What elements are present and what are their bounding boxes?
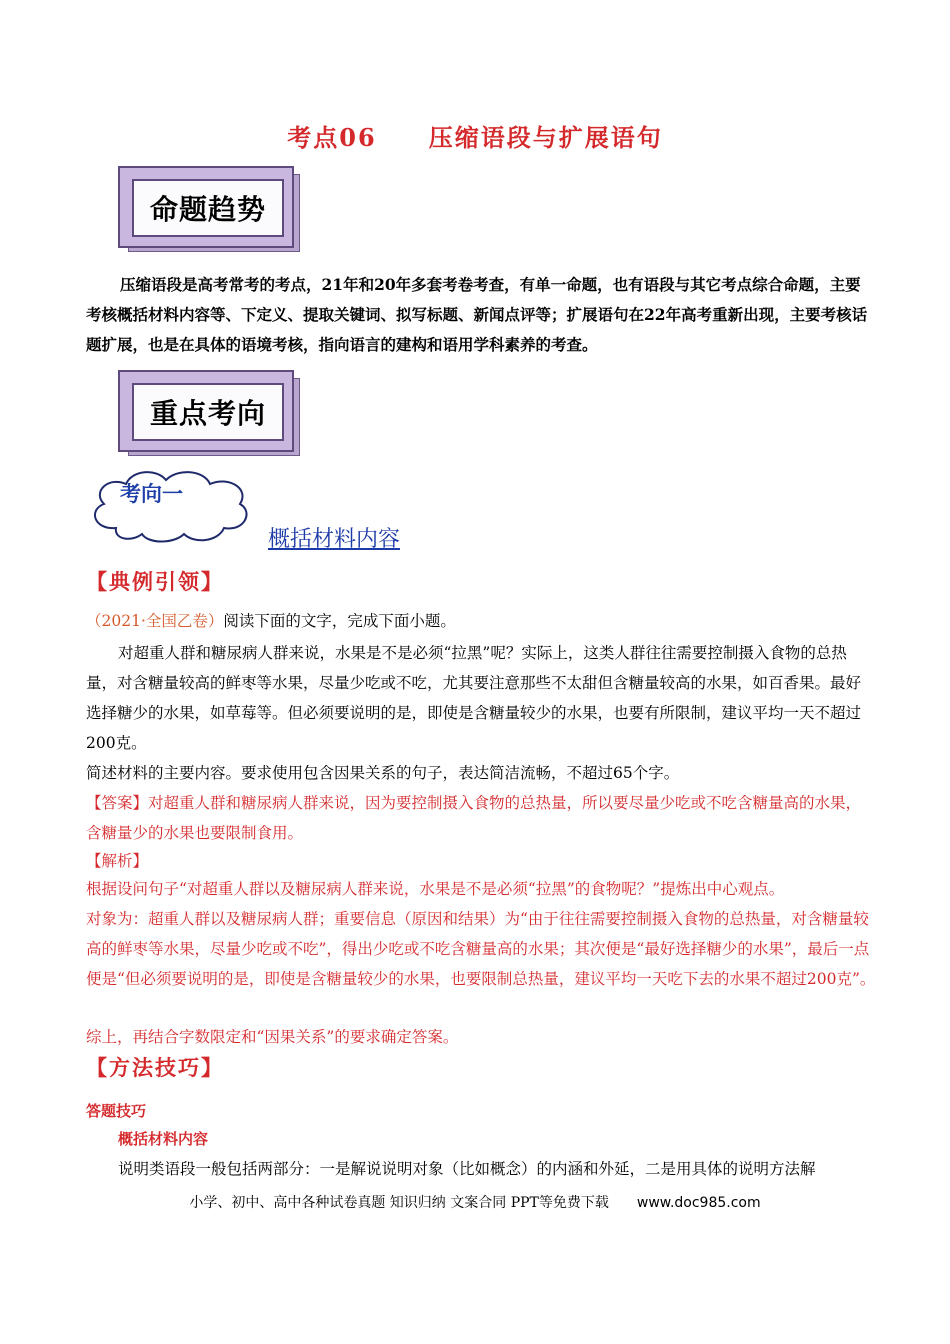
intro-paragraph: 压缩语段是高考常考的考点，21年和20年多套考卷考查，有单一命题，也有语段与其它考点综合命题，主要考核概括材料内容等、下定义、提取关键词、拟写标题、新闻点评等；扩展语句在22年高考重新出现，主要考核话题扩展，也是在具体的语境考核，指向语言的建构和语用学科素养的考查。 [86, 275, 868, 354]
banner-focus-label: 重点考向 [132, 383, 284, 441]
example-heading: 【典例引领】 [86, 569, 224, 594]
page-title [0, 118, 950, 153]
banner-trend [118, 166, 300, 252]
footer-url[interactable]: www.doc985.com [636, 1195, 761, 1211]
example-intro-line [86, 606, 876, 636]
cloud-label: 考向一 [120, 482, 183, 506]
example-instruction: 阅读下面的文字，完成下面小题。 [223, 612, 456, 630]
banner-focus [118, 370, 300, 456]
analysis-line-2: 对象为：超重人群以及糖尿病人群；重要信息（原因和结果）为“由于往往需要控制摄入食物的总热量，对含糖量较高的鲜枣等水果，尽量少吃或不吃”，得出少吃或不吃含糖量高的水果；其次便是“最好选择糖少的水果”，最后一点便是“但必须要说明的是，即使是含糖量较少的水果，也要限制总热量，建议平均一天吃下去的水果不超过200克”。 [86, 910, 876, 988]
cloud-badge [86, 466, 256, 546]
method-subhead-2: 概括材料内容 [118, 1130, 209, 1148]
method-text: 说明类语段一般包括两部分：一是解说说明对象（比如概念）的内涵和外延，二是用具体的说明方法解 [118, 1160, 816, 1178]
title-part1: 考点06 [287, 123, 377, 152]
analysis-line-3: 综上，再结合字数限定和“因果关系”的要求确定答案。 [86, 1028, 459, 1046]
example-source: （2021·全国乙卷） [86, 612, 224, 630]
title-part2: 压缩语段与扩展语句 [428, 123, 663, 152]
example-passage: 对超重人群和糖尿病人群来说，水果是不是必须“拉黑”呢？实际上，这类人群往往需要控制摄入食物的总热量，对含糖量较高的鲜枣等水果，尽量少吃或不吃，尤其要注意那些不太甜但含糖量较高的水果，如百香果。最好选择糖少的水果，如草莓等。但必须要说明的是，即使是含糖量较少的水果，也要有所限制，建议平均一天不超过200克。 [86, 644, 862, 752]
banner-trend-label: 命题趋势 [132, 179, 284, 237]
method-heading: 【方法技巧】 [86, 1055, 224, 1080]
page-footer [0, 1192, 950, 1212]
method-subhead: 答题技巧 [86, 1102, 147, 1120]
example-question: 简述材料的主要内容。要求使用包含因果关系的句子，表达简洁流畅，不超过65个字。 [86, 764, 680, 782]
analysis-label: 【解析】 [86, 852, 149, 870]
answer-text: 对超重人群和糖尿病人群来说，因为要控制摄入食物的总热量，所以要尽量少吃或不吃含糖量高的水果，含糖量少的水果也要限制食用。 [86, 794, 862, 842]
answer-block [86, 788, 876, 848]
analysis-line-1: 根据设问句子“对超重人群以及糖尿病人群来说，水果是不是必须“拉黑”的食物呢？”提炼出中心观点。 [86, 880, 785, 898]
footer-text: 小学、初中、高中各种试卷真题 知识归纳 文案合同 PPT等免费下载 [189, 1195, 609, 1211]
topic-link[interactable]: 概括材料内容 [268, 527, 401, 552]
answer-label: 【答案】 [86, 794, 149, 812]
